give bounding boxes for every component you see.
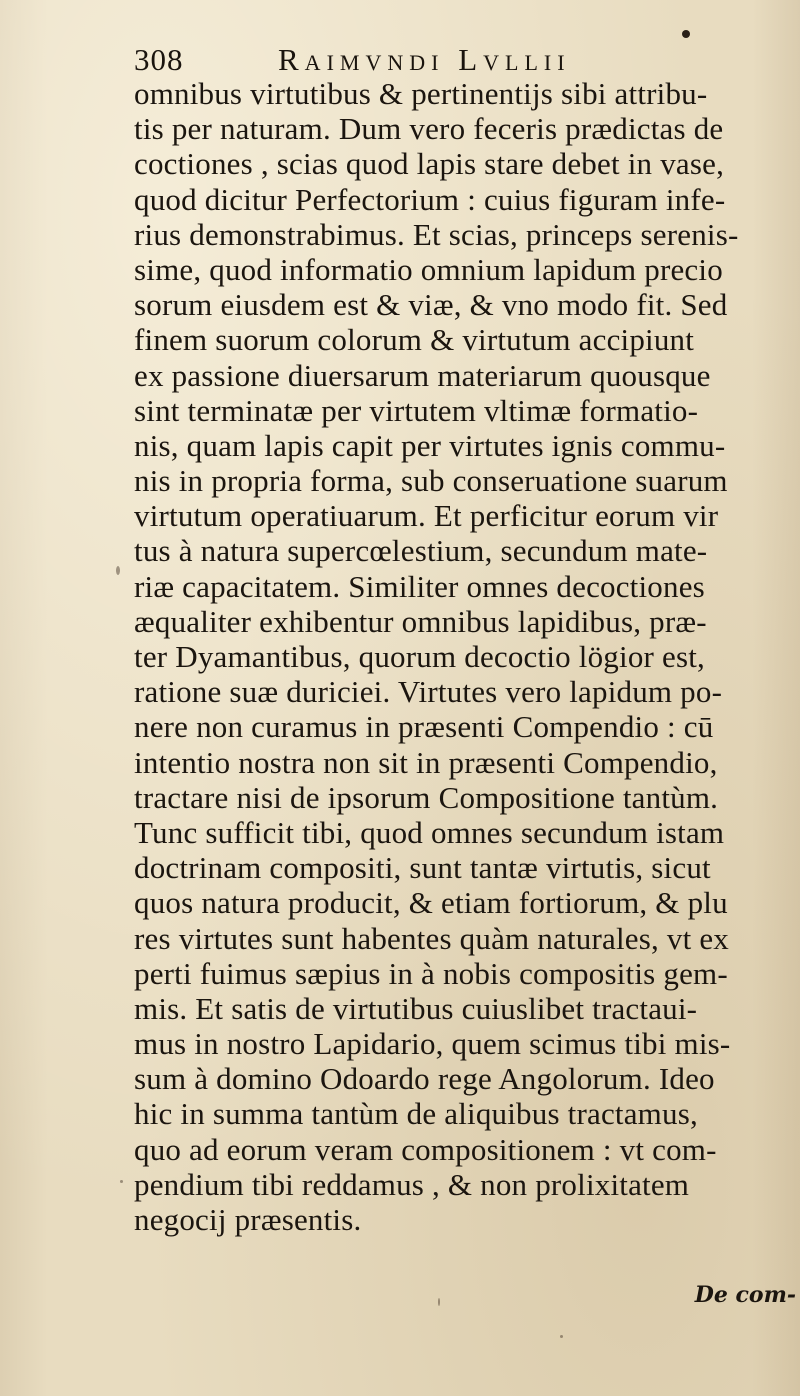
text-line: Tunc sufficit tibi, quod omnes secundum istam xyxy=(134,814,725,850)
paper-speck xyxy=(120,1180,123,1183)
text-line: tus à natura supercœlestium, secundum mate- xyxy=(134,533,708,569)
text-line: sorum eiusdem est & viæ, & vno modo fit. Sed xyxy=(134,287,728,323)
text-line: æqualiter exhibentur omnibus lapidibus, præ- xyxy=(134,603,707,639)
text-line: mus in nostro Lapidario, quem scimus tibi mis- xyxy=(134,1026,731,1062)
paper-speck xyxy=(116,566,120,575)
text-line: quo ad eorum veram compositionem : vt com- xyxy=(134,1131,717,1167)
paper-speck xyxy=(438,1298,440,1306)
running-head xyxy=(134,40,694,80)
text-line: ratione suæ duriciei. Virtutes vero lapidum po- xyxy=(134,674,723,710)
paper-speck xyxy=(560,1335,563,1338)
text-line: finem suorum colorum & virtutum accipiunt xyxy=(134,322,695,358)
text-line: mis. Et satis de virtutibus cuiuslibet tractaui- xyxy=(134,990,698,1026)
text-line: rius demonstrabimus. Et scias, princeps serenis- xyxy=(134,216,739,252)
text-line: coctiones , scias quod lapis stare debet in vase, xyxy=(134,146,725,182)
text-line: virtutum operatiuarum. Et perficitur eorum vir xyxy=(134,498,719,534)
text-line: negocij præsentis. xyxy=(134,1202,362,1237)
ink-spot xyxy=(682,30,690,38)
text-line: intentio nostra non sit in præsenti Compendio, xyxy=(134,744,718,780)
text-line: quod dicitur Perfectorium : cuius figuram infe- xyxy=(134,181,726,217)
text-line: sime, quod informatio omnium lapidum precio xyxy=(134,251,723,287)
text-line: quos natura producit, & etiam fortiorum, & plu xyxy=(134,885,728,921)
text-line: tractare nisi de ipsorum Compositione tantùm. xyxy=(134,779,719,815)
body-text xyxy=(134,76,794,1237)
running-title: Raimvndi Lvllii xyxy=(278,42,571,77)
text-line: nere non curamus in præsenti Compendio : cū xyxy=(134,709,714,745)
text-line: ter Dyamantibus, quorum decoctio lögior est, xyxy=(134,639,705,674)
text-line: pendium tibi reddamus , & non prolixitatem xyxy=(134,1166,690,1202)
catchword: De com- xyxy=(694,1282,796,1308)
text-line: nis, quam lapis capit per virtutes ignis commu- xyxy=(134,427,726,463)
text-line: tis per naturam. Dum vero feceris prædictas de xyxy=(134,111,724,147)
text-line: omnibus virtutibus & pertinentijs sibi attribu- xyxy=(134,76,708,111)
text-line: sum à domino Odoardo rege Angolorum. Ideo xyxy=(134,1061,715,1097)
text-line: hic in summa tantùm de aliquibus tractamus, xyxy=(134,1096,698,1132)
text-line: riæ capacitatem. Similiter omnes decoctiones xyxy=(134,568,705,604)
text-line: ex passione diuersarum materiarum quousque xyxy=(134,357,711,393)
text-line: sint terminatæ per virtutem vltimæ formatio- xyxy=(134,392,699,428)
text-line: res virtutes sunt habentes quàm naturales, vt ex xyxy=(134,920,729,956)
text-line: perti fuimus sæpius in à nobis compositis gem- xyxy=(134,955,728,991)
page-number: 308 xyxy=(134,42,184,77)
text-line: doctrinam compositi, sunt tantæ virtutis, sicut xyxy=(134,850,711,886)
text-line: nis in propria forma, sub conseruatione suarum xyxy=(134,463,728,499)
